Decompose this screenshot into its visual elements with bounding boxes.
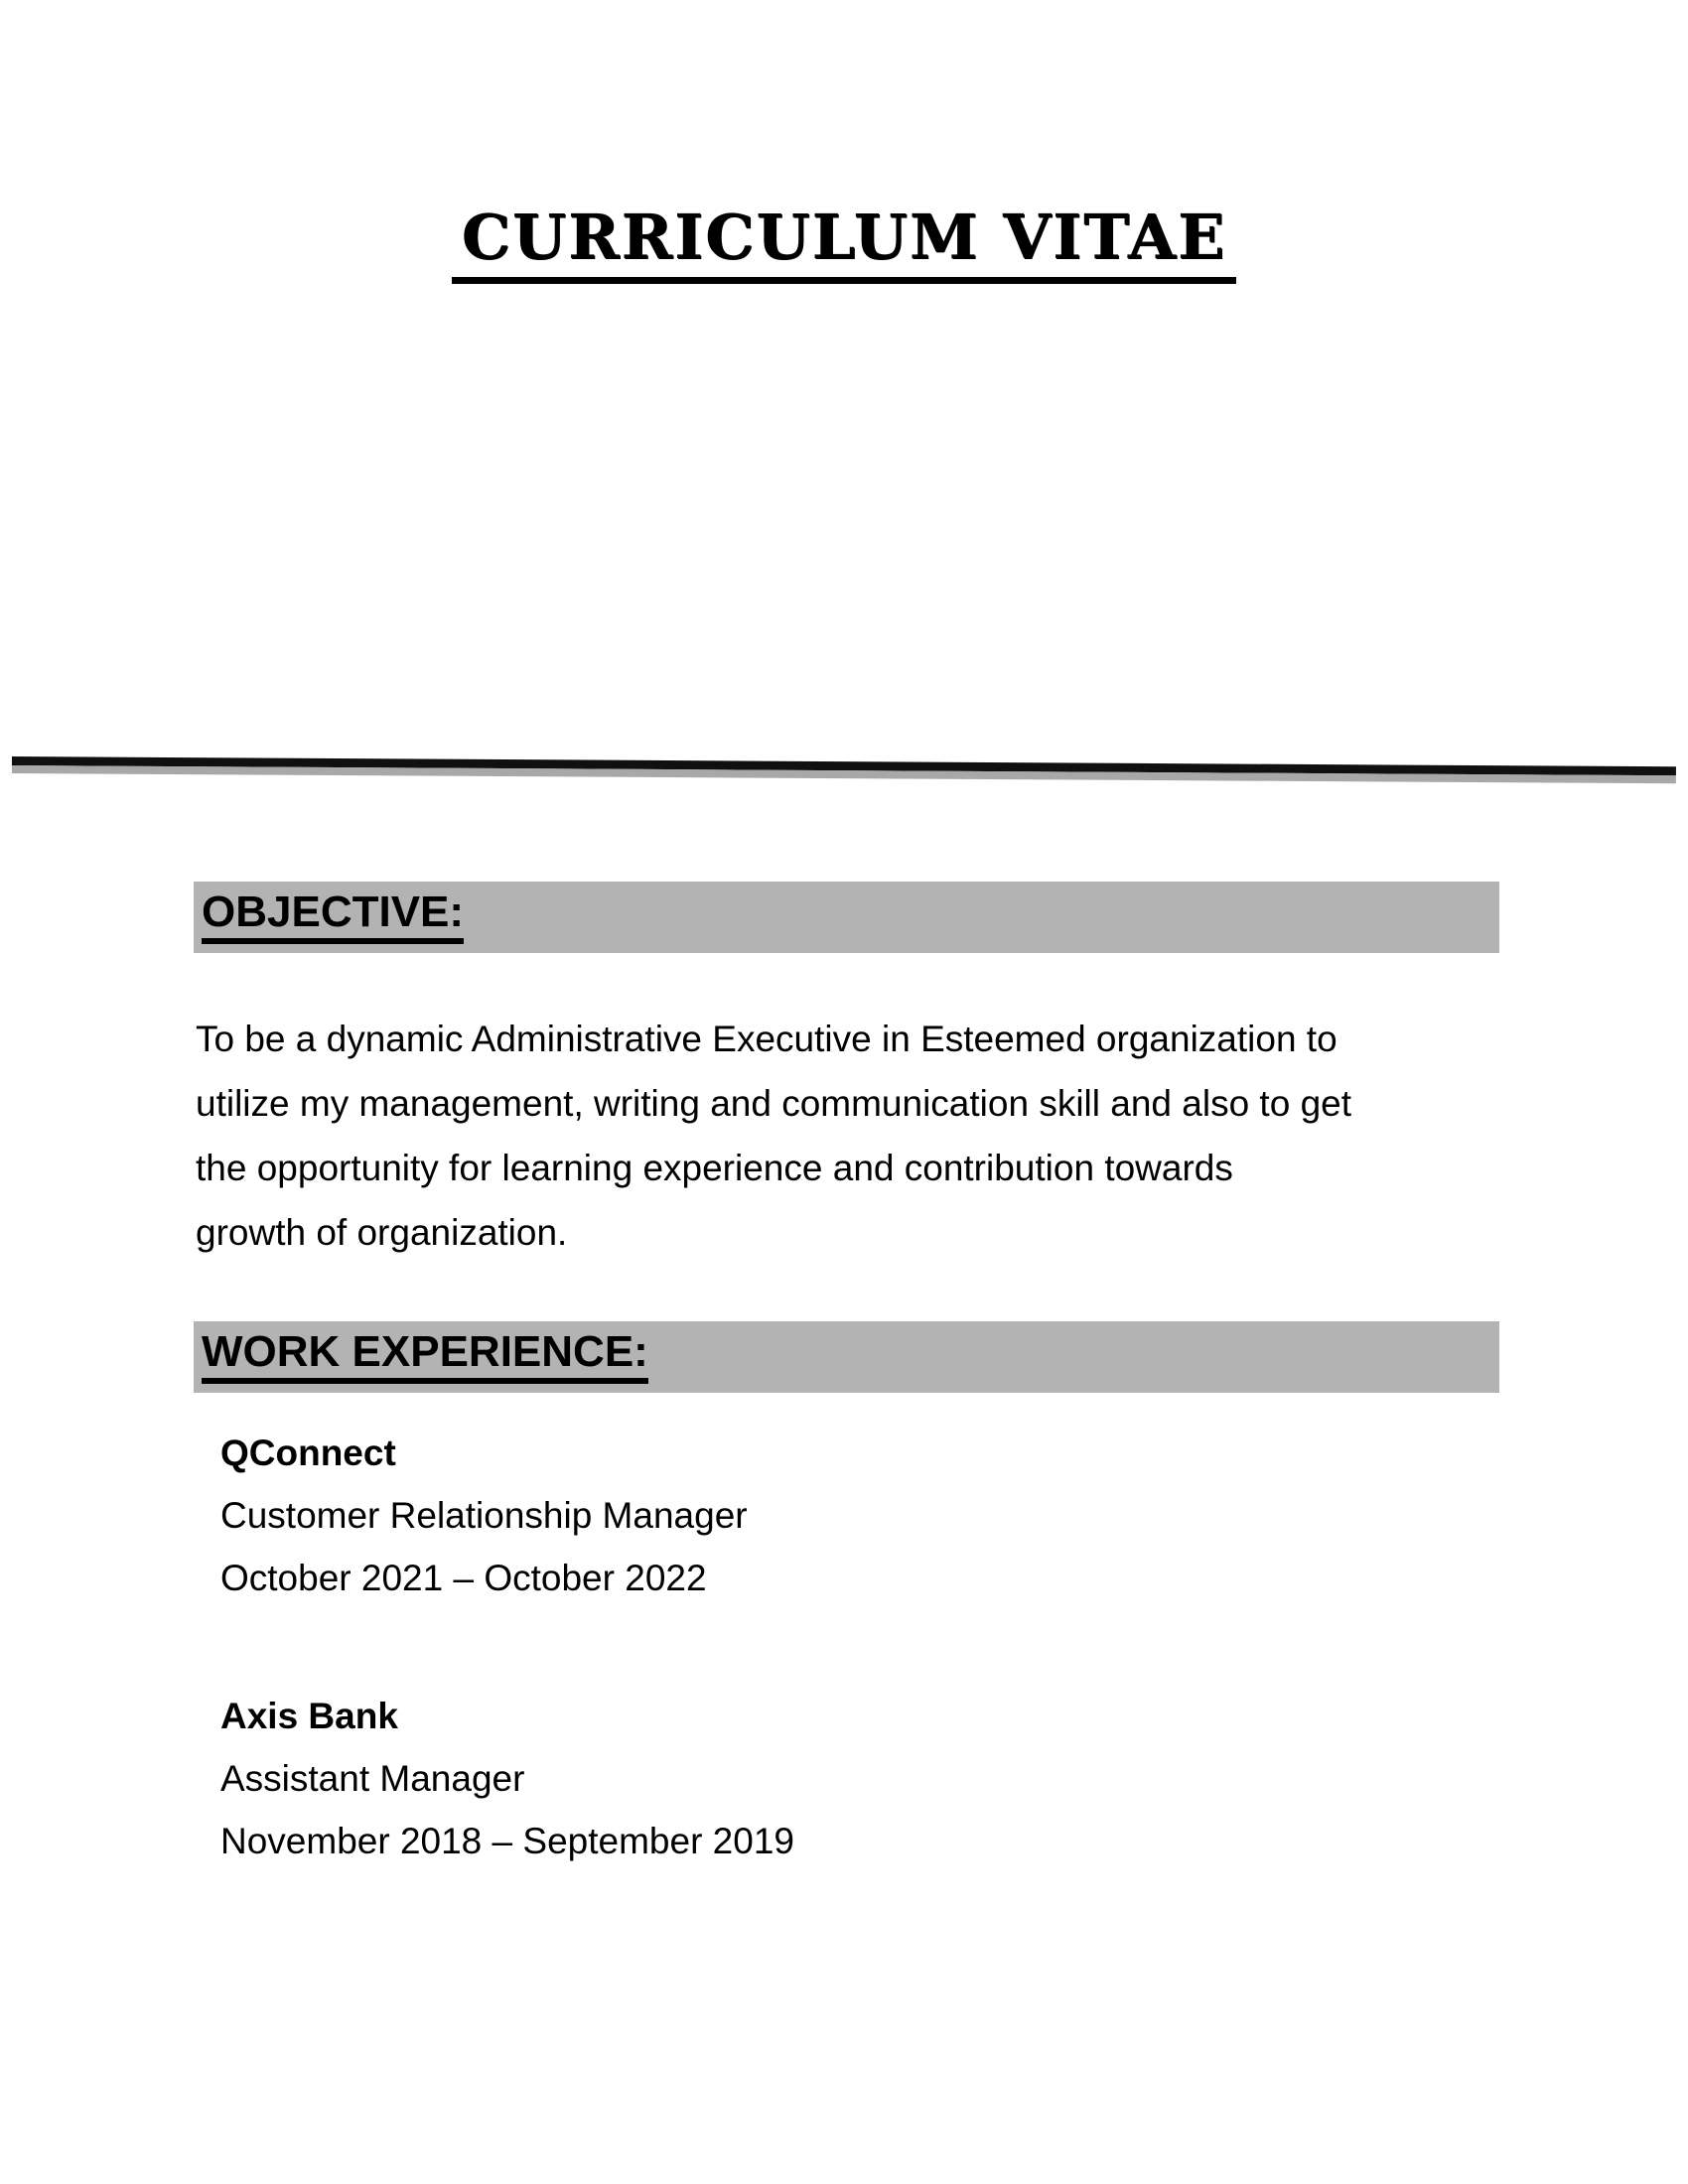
objective-line: growth of organization.: [196, 1212, 568, 1253]
horizontal-rule: [12, 756, 1676, 783]
objective-paragraph: [196, 1007, 1531, 1265]
work-experience-entry: [220, 1685, 794, 1872]
objective-line: utilize my management, writing and communication skill and also to get: [196, 1083, 1352, 1124]
company-name: QConnect: [220, 1433, 396, 1473]
objective-line: To be a dynamic Administrative Executive in Esteemed organization to: [196, 1019, 1337, 1059]
job-title: Assistant Manager: [220, 1758, 525, 1799]
objective-section-header: [194, 882, 1499, 953]
company-name: Axis Bank: [220, 1696, 398, 1736]
objective-heading: OBJECTIVE:: [202, 890, 464, 944]
work-experience-section-header: [194, 1321, 1499, 1393]
title-container: [0, 201, 1688, 284]
work-experience-entry: [220, 1422, 794, 1609]
job-title: Customer Relationship Manager: [220, 1495, 748, 1536]
page-title: CURRICULUM VITAE: [452, 204, 1237, 284]
employment-period: October 2021 – October 2022: [220, 1558, 707, 1598]
objective-line: the opportunity for learning experience and contribution towards: [196, 1148, 1233, 1188]
work-experience-heading: WORK EXPERIENCE:: [202, 1330, 648, 1384]
employment-period: November 2018 – September 2019: [220, 1821, 794, 1861]
work-experience-list: [220, 1422, 794, 1872]
